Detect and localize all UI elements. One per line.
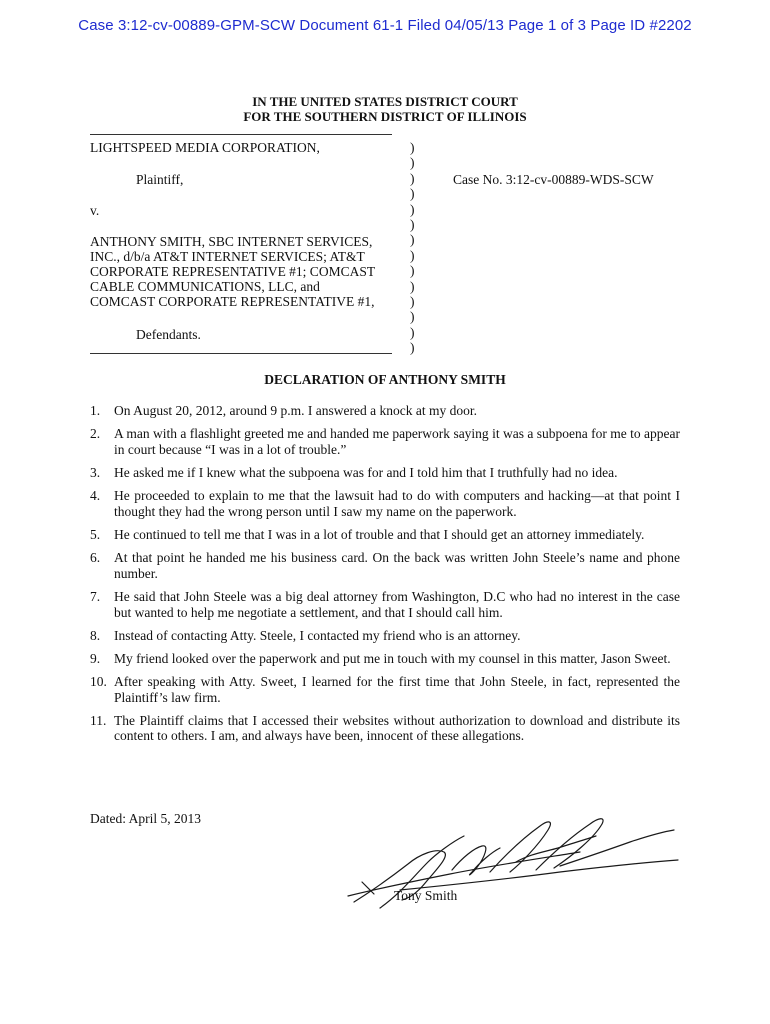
caption-paren: ) (410, 232, 415, 248)
caption-paren: ) (410, 186, 415, 202)
defendant-line: CABLE COMMUNICATIONS, LLC, and (90, 279, 320, 294)
caption-paren: ) (410, 309, 415, 325)
paragraph-number: 10. (90, 674, 107, 690)
paragraph-number: 1. (90, 403, 101, 418)
declaration-title: DECLARATION OF ANTHONY SMITH (264, 372, 506, 387)
caption-paren: ) (410, 201, 415, 217)
caption-paren: ) (410, 340, 415, 356)
paragraph-number: 8. (90, 627, 101, 643)
paragraph-text: Instead of contacting Atty. Steele, I contacted my friend who is an attorney. (114, 627, 521, 643)
caption-paren: ) (410, 294, 415, 310)
paragraph-text: He asked me if I knew what the subpoena was for and I told him that I truthfully had no idea. (114, 464, 618, 480)
caption-paren: ) (410, 324, 415, 340)
defendants-role: Defendants. (136, 327, 201, 342)
defendant-line: COMCAST CORPORATE REPRESENTATIVE #1, (90, 294, 375, 309)
declaration-paragraphs (90, 403, 680, 752)
paragraph-number: 3. (90, 464, 101, 480)
paragraph-text: He said that John Steele was a big deal attorney from Washington, D.C who had no interest in the case but wanted to help me negotiate a settlement, and that I should call him. (114, 588, 680, 620)
handwritten-signature (340, 812, 685, 912)
caption-paren: ) (410, 247, 415, 263)
paragraph-5 (90, 527, 680, 543)
paragraph-text: After speaking with Atty. Sweet, I learned for the first time that John Steele, in fact, represented the Plaintiff’s law firm. (114, 674, 680, 705)
caption-paren: ) (410, 217, 415, 233)
paragraph-7 (90, 589, 680, 620)
plaintiff-role: Plaintiff, (136, 172, 184, 187)
caption-top-rule (90, 134, 392, 135)
paragraph-10 (90, 674, 680, 705)
caption-paren: ) (410, 155, 415, 171)
court-name-line2: FOR THE SOUTHERN DISTRICT OF ILLINOIS (243, 109, 527, 124)
signature-name: Tony Smith (394, 888, 458, 903)
paragraph-text: He continued to tell me that I was in a lot of trouble and that I should get an attorney immediately. (114, 526, 645, 542)
paragraph-number: 7. (90, 588, 101, 604)
defendant-line: ANTHONY SMITH, SBC INTERNET SERVICES, (90, 234, 373, 249)
paragraph-4 (90, 488, 680, 519)
paragraph-11 (90, 713, 680, 744)
paragraph-2 (90, 426, 680, 457)
paragraph-text: A man with a flashlight greeted me and handed me paperwork saying it was a subpoena for me to appear in court because “I was in a lot of trouble.” (114, 426, 680, 457)
paragraph-number: 11. (90, 712, 107, 728)
paragraph-number: 9. (90, 650, 101, 666)
defendant-line: CORPORATE REPRESENTATIVE #1; COMCAST (90, 264, 376, 279)
caption-bottom-rule (90, 353, 392, 354)
plaintiff-name: LIGHTSPEED MEDIA CORPORATION, (90, 140, 320, 155)
paragraph-number: 4. (90, 488, 101, 504)
paragraph-1 (90, 403, 680, 419)
paragraph-text: The Plaintiff claims that I accessed their websites without authorization to download and distribute its content to others. I am, and always have been, innocent of these allegations. (114, 712, 680, 744)
defendants-list (90, 234, 375, 309)
court-name-line1: IN THE UNITED STATES DISTRICT COURT (252, 94, 518, 109)
dated-line: Dated: April 5, 2013 (90, 811, 201, 826)
caption-paren: ) (410, 140, 415, 155)
paragraph-text: My friend looked over the paperwork and put me in touch with my counsel in this matter, Jason Sweet. (114, 650, 671, 666)
defendant-line: INC., d/b/a AT&T INTERNET SERVICES; AT&T (90, 249, 365, 264)
caption-paren: ) (410, 170, 415, 186)
case-number: Case No. 3:12-cv-00889-WDS-SCW (453, 172, 654, 187)
paragraph-text: He proceeded to explain to me that the lawsuit had to do with computers and hacking—at that point I thought they had the wrong person until I saw my name on the paperwork. (114, 488, 680, 519)
paragraph-9 (90, 651, 680, 667)
paragraph-text: At that point he handed me his business card. On the back was written John Steele’s name and phone number. (114, 550, 680, 581)
ecf-header-stamp: Case 3:12-cv-00889-GPM-SCW Document 61-1 Filed 04/05/13 Page 1 of 3 Page ID #2202 (78, 17, 692, 34)
paragraph-8 (90, 628, 680, 644)
caption-paren: ) (410, 263, 415, 279)
paragraph-number: 6. (90, 550, 101, 566)
caption-paren-column (410, 140, 422, 356)
paragraph-number: 2. (90, 426, 101, 442)
paragraph-number: 5. (90, 526, 101, 542)
paragraph-3 (90, 465, 680, 481)
versus: v. (90, 203, 100, 218)
paragraph-text: On August 20, 2012, around 9 p.m. I answered a knock at my door. (114, 403, 477, 418)
paragraph-6 (90, 550, 680, 581)
caption-paren: ) (410, 278, 415, 294)
